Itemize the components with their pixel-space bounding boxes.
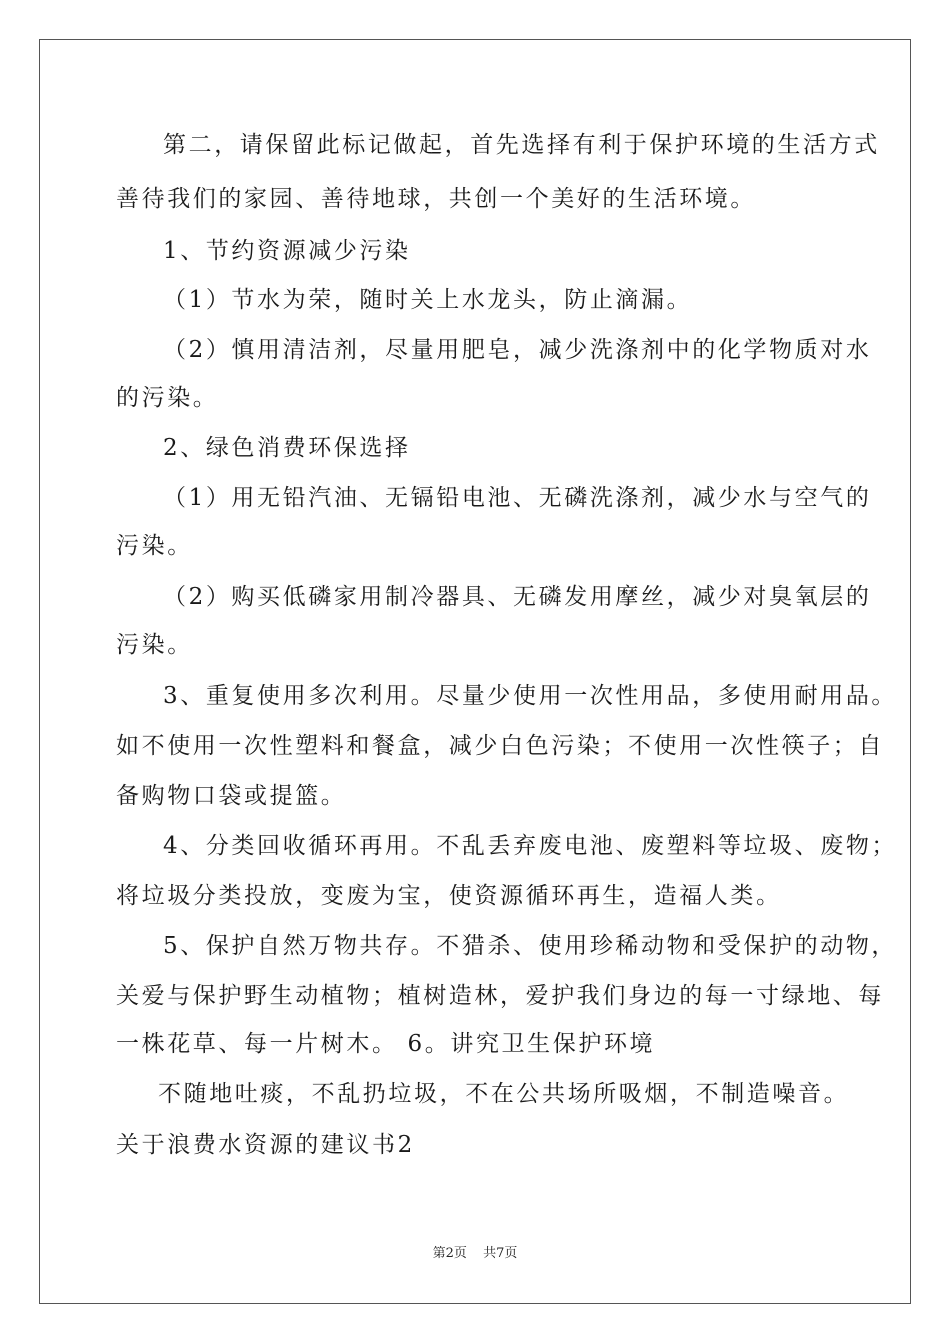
paragraph-line: 不随地吐痰，不乱扔垃圾，不在公共场所吸烟，不制造噪音。 [158, 1081, 850, 1107]
page-number: 第2页 [432, 1246, 467, 1261]
paragraph-line: 将垃圾分类投放，变废为宝，使资源循环再生，造福人类。 [116, 883, 782, 909]
paragraph-line: 如不使用一次性塑料和餐盒，减少白色污染；不使用一次性筷子；自 [116, 733, 884, 759]
paragraph-line: 第二，请保留此标记做起，首先选择有利于保护环境的生活方式 [163, 132, 880, 158]
list-item: （1）用无铅汽油、无镉铅电池、无磷洗涤剂，减少水与空气的 [163, 485, 872, 511]
paragraph-line: 5、保护自然万物共存。不猎杀、使用珍稀动物和受保护的动物， [163, 933, 898, 959]
section-heading: 1、节约资源减少污染 [163, 238, 411, 264]
page-border [39, 39, 911, 1304]
list-item: 污染。 [116, 533, 193, 559]
paragraph-line: 备购物口袋或提篮。 [116, 783, 347, 809]
page-total: 共7页 [483, 1246, 518, 1261]
list-item: （2）购买低磷家用制冷器具、无磷发用摩丝，减少对臭氧层的 [163, 584, 872, 610]
next-section-title: 关于浪费水资源的建议书2 [116, 1132, 415, 1158]
paragraph-line: 3、重复使用多次利用。尽量少使用一次性用品，多使用耐用品。 [163, 683, 898, 709]
paragraph-line: 善待我们的家园、善待地球，共创一个美好的生活环境。 [116, 186, 756, 212]
list-item: （1）节水为荣，随时关上水龙头，防止滴漏。 [163, 287, 693, 313]
list-item: 污染。 [116, 632, 193, 658]
paragraph-line: 关爱与保护野生动植物；植树造林，爱护我们身边的每一寸绿地、每 [116, 983, 884, 1009]
list-item: 的污染。 [116, 385, 219, 411]
list-item: （2）慎用清洁剂，尽量用肥皂，减少洗涤剂中的化学物质对水 [163, 337, 872, 363]
section-heading: 2、绿色消费环保选择 [163, 435, 411, 461]
paragraph-line: 一株花草、每一片树木。 6。讲究卫生保护环境 [116, 1031, 656, 1057]
page-footer [0, 1242, 950, 1261]
paragraph-line: 4、分类回收循环再用。不乱丢弃废电池、废塑料等垃圾、废物； [163, 833, 898, 859]
